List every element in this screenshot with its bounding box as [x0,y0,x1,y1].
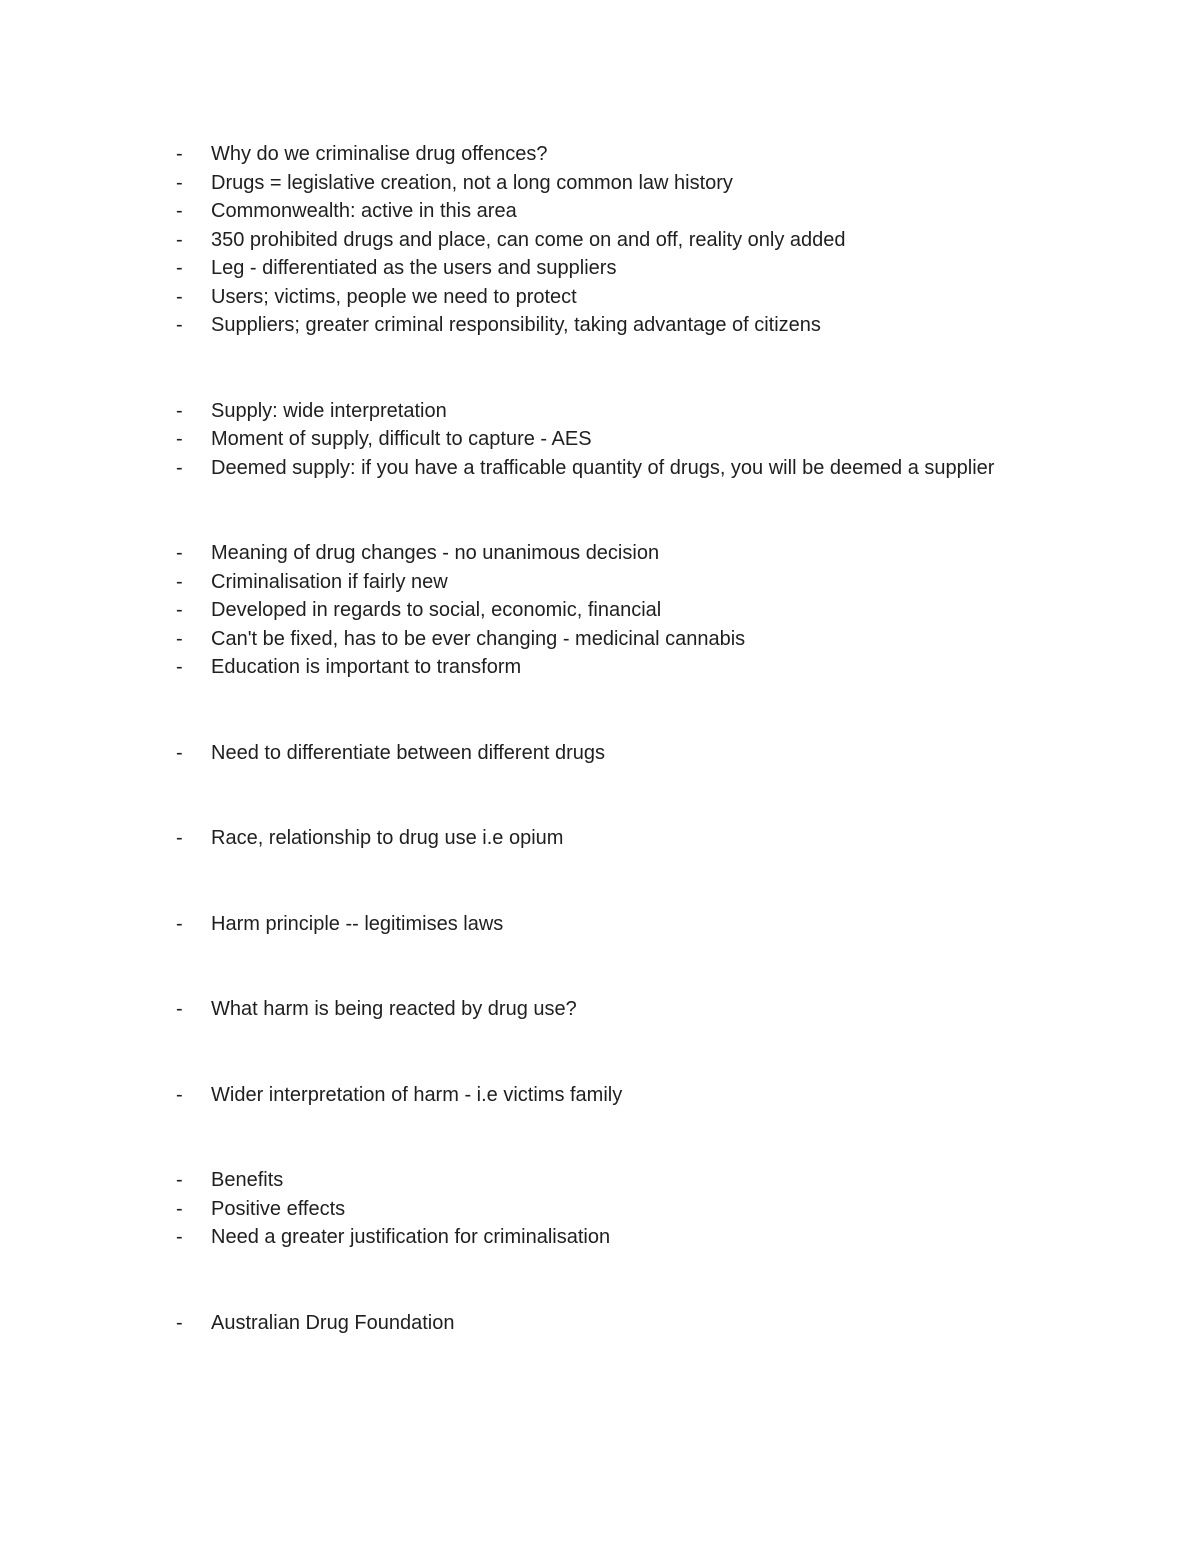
list-item-text: Wider interpretation of harm - i.e victims family [211,1083,623,1106]
bullet-dash: - [176,656,183,678]
list-item [176,568,1136,597]
list-item [176,910,1136,939]
bullet-list [176,995,1136,1024]
bullet-dash: - [176,285,183,308]
list-item [176,539,1136,568]
bullet-dash: - [176,1197,183,1220]
list-item-text: Meaning of drug changes - no unanimous decision [211,542,660,564]
bullet-list [176,140,1136,340]
list-item [176,311,1136,340]
list-item [176,1309,1136,1338]
list-item [176,454,1136,483]
list-item [176,169,1136,198]
bullet-dash: - [176,912,183,935]
bullet-list [176,739,1136,768]
bullet-list [176,910,1136,939]
list-item-text: Positive effects [211,1197,346,1220]
list-item-text: Suppliers; greater criminal responsibility, taking advantage of citizens [211,314,821,336]
list-item [176,625,1136,654]
bullet-dash: - [176,741,183,764]
list-item-text: Supply: wide interpretation [211,399,447,422]
bullet-dash: - [176,570,183,593]
list-item [176,425,1136,454]
bullet-list [176,1309,1136,1338]
bullet-list [176,397,1136,483]
list-item-text: Need a greater justification for criminalisation [211,1226,611,1248]
list-item [176,1195,1136,1224]
list-item-text: Moment of supply, difficult to capture - AES [211,428,592,450]
bullet-dash: - [176,200,183,222]
bullet-dash: - [176,1083,183,1106]
list-item [176,197,1136,226]
bullet-dash: - [176,399,183,422]
list-item [176,653,1136,682]
list-item-text: Leg - differentiated as the users and suppliers [211,257,617,279]
bullet-dash: - [176,599,183,621]
list-item [176,739,1136,768]
bullet-dash: - [176,1226,183,1248]
list-item [176,1166,1136,1195]
bullet-list [176,539,1136,682]
bullet-list [176,1081,1136,1110]
bullet-dash: - [176,456,183,479]
bullet-dash: - [176,171,183,194]
notes-body [176,140,1136,1337]
list-item-text: Commonwealth: active in this area [211,200,517,222]
bullet-dash: - [176,627,183,650]
list-item-text: Education is important to transform [211,656,522,678]
bullet-dash: - [176,998,183,1020]
list-item [176,824,1136,853]
bullet-list [176,1166,1136,1252]
list-item-text: What harm is being reacted by drug use? [211,998,577,1020]
bullet-dash: - [176,1169,183,1191]
list-item [176,226,1136,255]
list-item-text: Why do we criminalise drug offences? [211,143,548,165]
bullet-list [176,824,1136,853]
bullet-dash: - [176,542,183,564]
bullet-dash: - [176,314,183,336]
bullet-dash: - [176,228,183,251]
list-item-text: Users; victims, people we need to protect [211,285,577,308]
list-item [176,283,1136,312]
list-item-text: Can't be fixed, has to be ever changing - medicinal cannabis [211,627,746,650]
bullet-dash: - [176,143,183,165]
list-item [176,995,1136,1024]
list-item [176,1081,1136,1110]
bullet-dash: - [176,428,183,450]
list-item-text: Developed in regards to social, economic, financial [211,599,662,621]
list-item-text: Drugs = legislative creation, not a long common law history [211,171,733,194]
list-item-text: Harm principle -- legitimises laws [211,912,504,935]
bullet-dash: - [176,1311,183,1334]
list-item-text: 350 prohibited drugs and place, can come on and off, reality only added [211,228,846,251]
list-item [176,1223,1136,1252]
list-item-text: Race, relationship to drug use i.e opium [211,827,564,849]
list-item-text: Criminalisation if fairly new [211,570,448,593]
list-item-text: Australian Drug Foundation [211,1311,455,1334]
list-item-text: Need to differentiate between different drugs [211,741,605,764]
list-item [176,596,1136,625]
bullet-dash: - [176,827,183,849]
list-item [176,254,1136,283]
list-item-text: Deemed supply: if you have a trafficable quantity of drugs, you will be deemed a supplier [211,456,995,479]
list-item [176,397,1136,426]
list-item-text: Benefits [211,1169,284,1191]
bullet-dash: - [176,257,183,279]
list-item [176,140,1136,169]
